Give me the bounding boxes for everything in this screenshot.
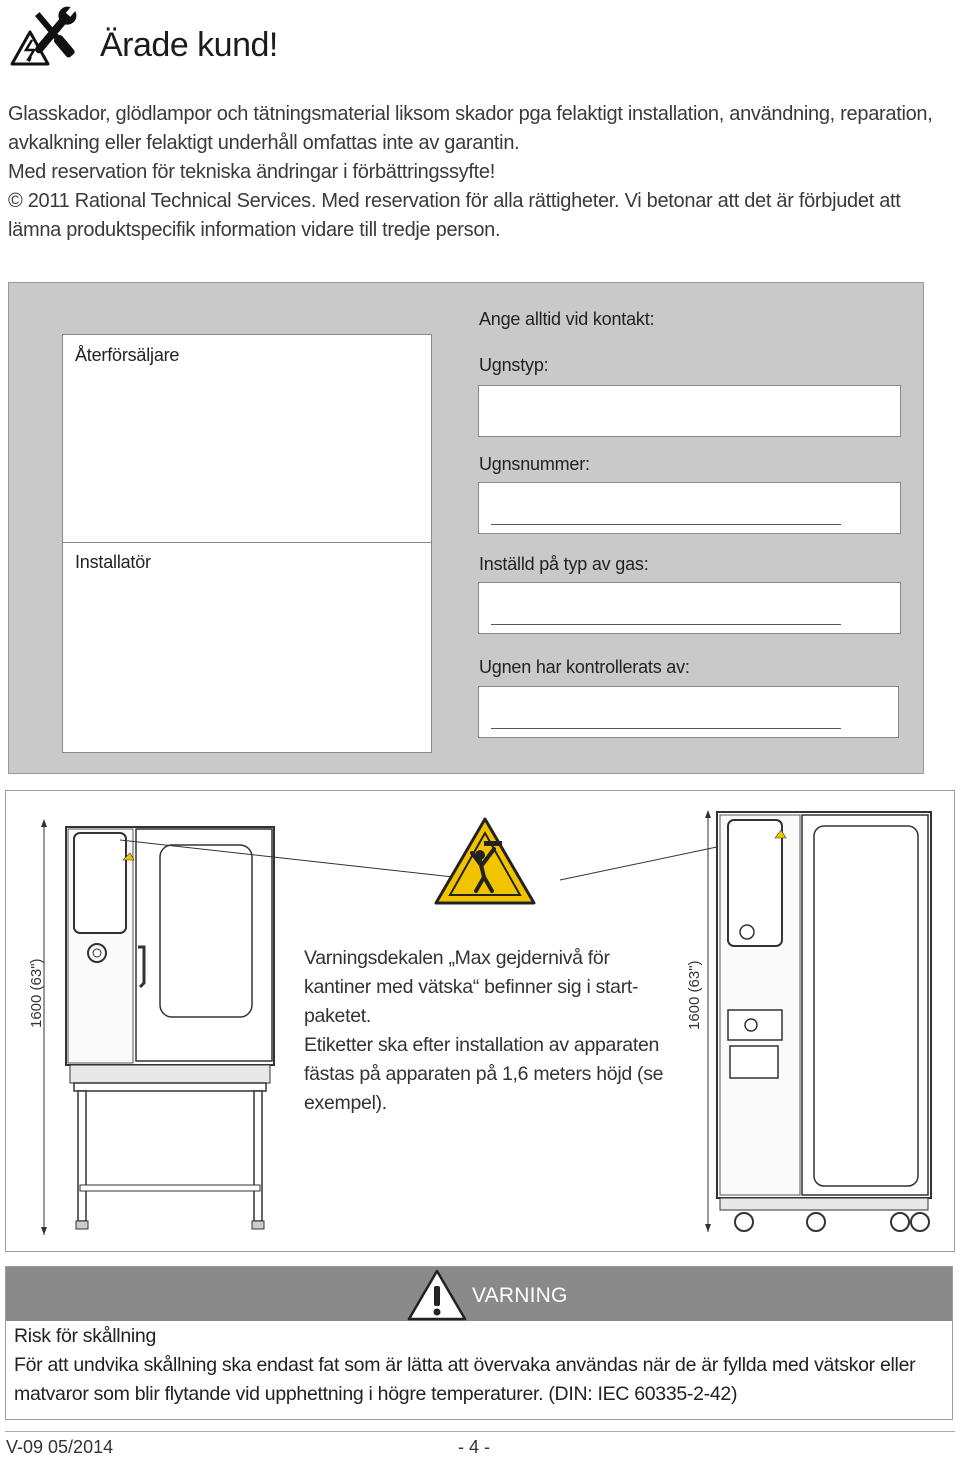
checked-by-label: Ugnen har kontrollerats av: [479, 657, 690, 677]
installer-label: Installatör [75, 552, 151, 572]
page-title: Ärade kund! [100, 26, 278, 64]
dimension-label-left: 1600 (63") [28, 958, 45, 1028]
dealer-installer-box [62, 334, 432, 753]
oven-number-label: Ugnsnummer: [479, 454, 590, 474]
contact-panel [8, 282, 924, 774]
floor-oven-illustration [700, 800, 945, 1240]
decal-location-text: Varningsdekalen „Max gejdernivå för kantiner med vätska“ befinner sig i start-paketet. [304, 947, 639, 1027]
gas-type-line [491, 624, 841, 625]
warning-body: För att undvika skållning ska endast fat som är lätta att övervaka användas när de är fyllda med vätskor eller matvaror som blir flytande vid upphettning i högre temperaturer. (DIN: IEC 60335-2-42) [14, 1354, 916, 1405]
checked-by-field[interactable] [478, 686, 899, 738]
warning-heading: Risk för skållning [14, 1325, 156, 1347]
gas-type-label: Inställd på typ av gas: [479, 554, 649, 574]
decal-placement-text: Etiketter ska efter installation av apparaten fästas på apparaten på 1,6 meters höjd (se exempel). [304, 1034, 664, 1114]
oven-number-line [491, 524, 841, 525]
oven-type-label: Ugnstyp: [479, 355, 549, 375]
checked-by-line [491, 728, 841, 729]
dimension-label-right: 1600 (63") [686, 960, 703, 1030]
oven-type-field[interactable] [478, 385, 901, 437]
gas-type-field[interactable] [478, 582, 901, 634]
warning-content [14, 1322, 950, 1409]
dealer-label: Återförsäljare [75, 345, 180, 365]
decal-explanation [304, 944, 676, 1118]
copyright-note: © 2011 Rational Technical Services. Med reservation för alla rättigheter. Vi betonar att det är förbjudet att lämna produktspecifik information vidare till tredje person. [8, 190, 901, 241]
page-number: - 4 - [458, 1437, 491, 1457]
warranty-note: Glasskador, glödlampor och tätningsmaterial liksom skador pga felaktigt installation, användning, reparation, avkalkning eller felaktigt underhåll omfattas inte av garantin. [8, 103, 933, 154]
footer-divider [5, 1431, 955, 1432]
warning-title: VARNING [472, 1284, 568, 1307]
technical-changes-note: Med reservation för tekniska ändringar i förbättringssyfte! [8, 161, 495, 183]
contact-heading: Ange alltid vid kontakt: [479, 309, 655, 329]
person-reaching-high-warning-icon [432, 815, 538, 907]
oven-number-field[interactable] [478, 482, 901, 534]
dealer-installer-divider [62, 542, 432, 543]
footer-version: V-09 05/2014 [6, 1437, 114, 1457]
exclamation-triangle-icon [406, 1268, 468, 1322]
intro-text [8, 100, 948, 245]
tools-electric-warning-icon [8, 4, 80, 68]
